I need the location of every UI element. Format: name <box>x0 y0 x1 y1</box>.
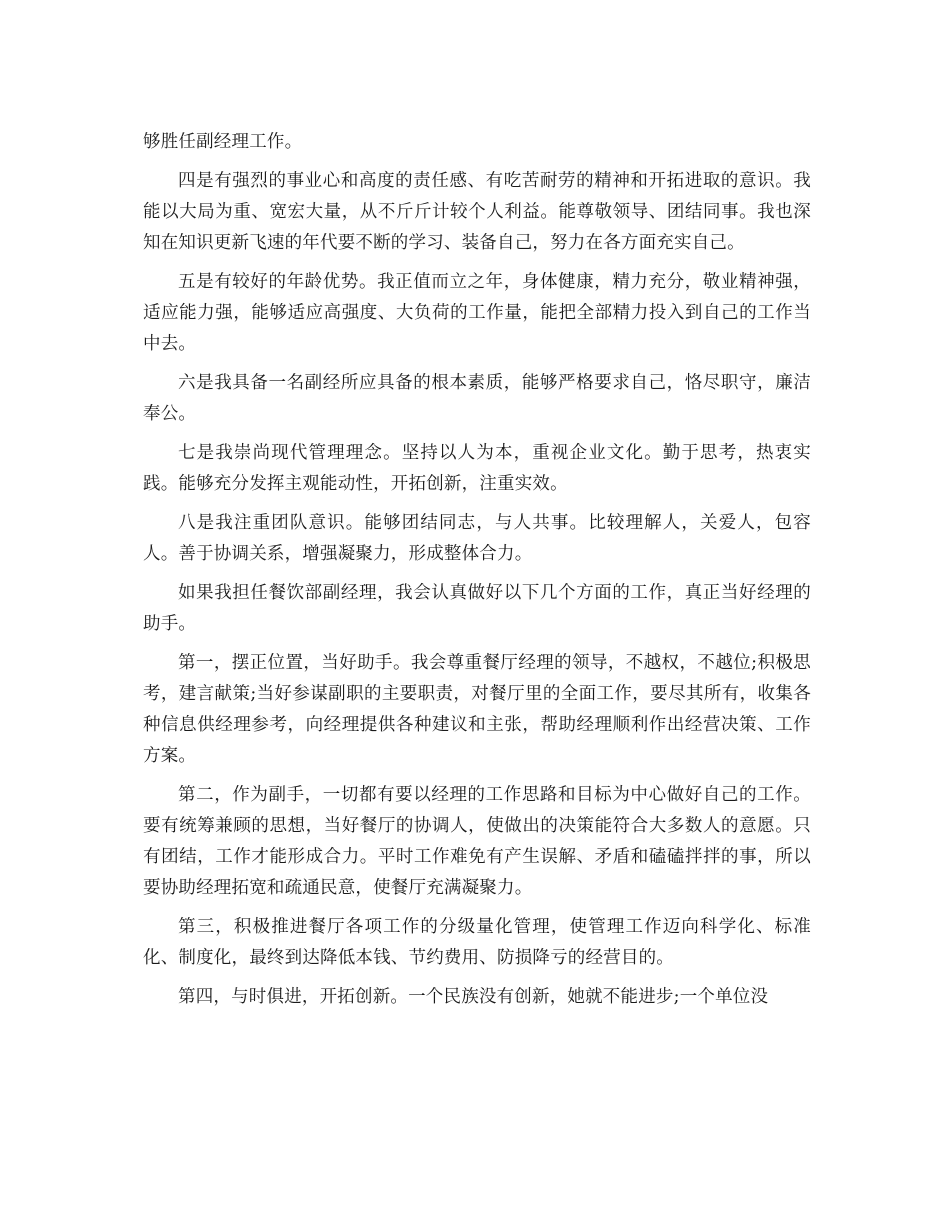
paragraph-intro-plan: 如果我担任餐饮部副经理，我会认真做好以下几个方面的工作，真正当好经理的助手。 <box>143 583 811 634</box>
paragraph-plan-three: 第三，积极推进餐厅各项工作的分级量化管理，使管理工作迈向科学化、标准化、制度化，最终到达降低本钱、节约费用、防损降亏的经营目的。 <box>143 917 811 968</box>
paragraph-point-eight: 八是我注重团队意识。能够团结同志，与人共事。比较理解人，关爱人，包容人。善于协调关系，增强凝聚力，形成整体合力。 <box>143 513 811 564</box>
paragraph-continuation: 够胜任副经理工作。 <box>143 132 303 152</box>
paragraph-point-six: 六是我具备一名副经所应具备的根本素质，能够严格要求自己，恪尽职守，廉洁奉公。 <box>143 373 811 424</box>
paragraph-point-seven: 七是我崇尚现代管理理念。坚持以人为本，重视企业文化。勤于思考，热衷实践。能够充分发挥主观能动性，开拓创新，注重实效。 <box>143 443 811 494</box>
document-body <box>143 127 811 1021</box>
paragraph-point-four: 四是有强烈的事业心和高度的责任感、有吃苦耐劳的精神和开拓进取的意识。我能以大局为重、宽宏大量，从不斤斤计较个人利益。能尊敬领导、团结同事。我也深知在知识更新飞速的年代要不断的学习、装备自己，努力在各方面充实自己。 <box>143 171 811 253</box>
paragraph-point-five: 五是有较好的年龄优势。我正值而立之年，身体健康，精力充分，敬业精神强，适应能力强，能够适应高强度、大负荷的工作量，能把全部精力投入到自己的工作当中去。 <box>143 272 811 354</box>
paragraph-plan-one: 第一，摆正位置，当好助手。我会尊重餐厅经理的领导，不越权，不越位;积极思考，建言献策;当好参谋副职的主要职责，对餐厅里的全面工作，要尽其所有，收集各种信息供经理参考，向经理提供各种建议和主张，帮助经理顺利作出经营决策、工作方案。 <box>143 653 811 766</box>
paragraph-plan-two: 第二，作为副手，一切都有要以经理的工作思路和目标为中心做好自己的工作。要有统筹兼顾的思想，当好餐厅的协调人，使做出的决策能符合大多数人的意愿。只有团结，工作才能形成合力。平时工作难免有产生误解、矛盾和磕磕拌拌的事，所以要协助经理拓宽和疏通民意，使餐厅充满凝聚力。 <box>143 785 811 898</box>
paragraph-plan-four: 第四，与时俱进，开拓创新。一个民族没有创新，她就不能进步;一个单位没 <box>178 987 769 1007</box>
